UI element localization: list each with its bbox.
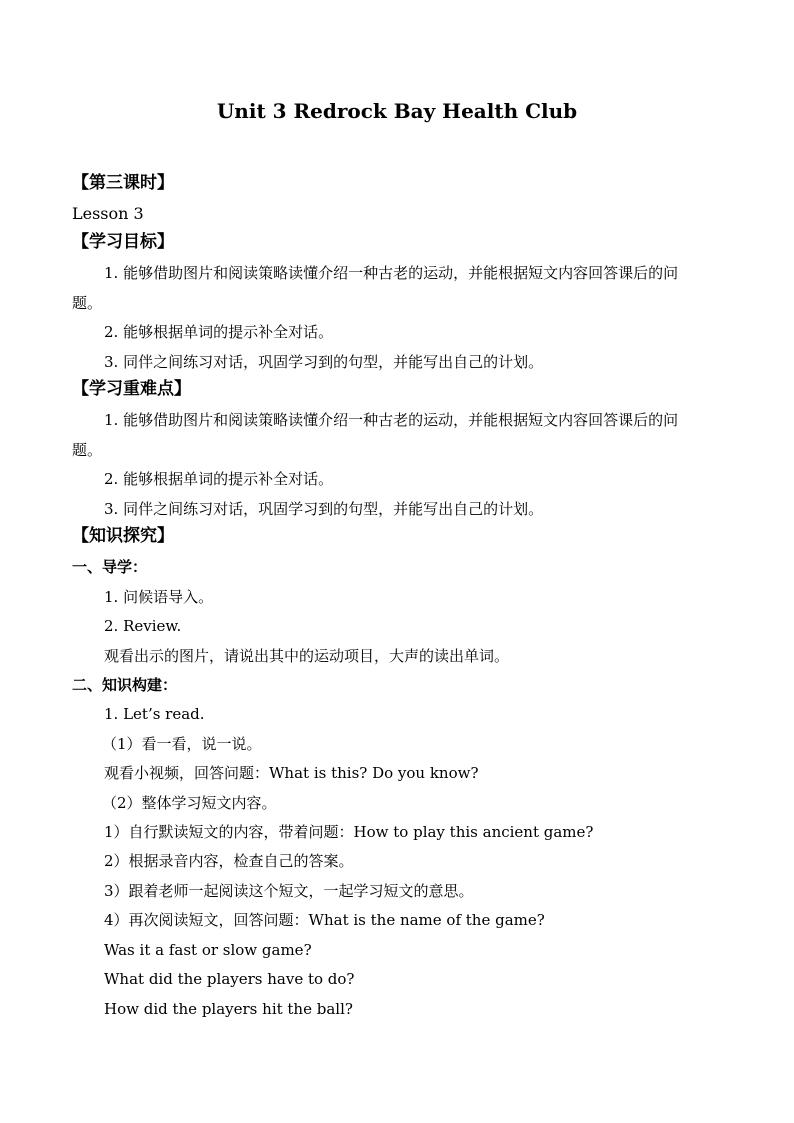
objective-item-3: 3. 同伴之间练习对话，巩固学习到的句型，并能写出自己的计划。 xyxy=(104,353,544,371)
lesson-name: Lesson 3 xyxy=(72,204,144,223)
lesson-period-heading: 【第三课时】 xyxy=(72,173,174,193)
build-question-3: How did the players hit the ball? xyxy=(104,1000,353,1018)
build-sub-1-desc: 观看小视频，回答问题：What is this? Do you know? xyxy=(104,764,479,782)
guide-step-1: 1. 问候语导入。 xyxy=(104,588,214,606)
section-guide-heading: 一、导学： xyxy=(72,558,148,576)
section-build-heading: 二、知识构建： xyxy=(72,676,178,694)
key-points-heading: 【学习重难点】 xyxy=(72,379,191,399)
exploration-heading: 【知识探究】 xyxy=(72,526,174,546)
objective-item-2: 2. 能够根据单词的提示补全对话。 xyxy=(104,323,334,341)
build-point-3: 3）跟着老师一起阅读这个短文，一起学习短文的意思。 xyxy=(104,882,474,900)
objective-item-1-cont: 题。 xyxy=(72,294,103,312)
objectives-heading: 【学习目标】 xyxy=(72,232,174,252)
objective-item-1: 1. 能够借助图片和阅读策略读懂介绍一种古老的运动，并能根据短文内容回答课后的问 xyxy=(104,264,679,282)
build-question-2: What did the players have to do? xyxy=(104,970,355,988)
key-point-item-1: 1. 能够借助图片和阅读策略读懂介绍一种古老的运动，并能根据短文内容回答课后的问 xyxy=(104,411,679,429)
build-point-2: 2）根据录音内容，检查自己的答案。 xyxy=(104,852,354,870)
document-title: Unit 3 Redrock Bay Health Club xyxy=(216,99,578,123)
build-step-1: 1. Let’s read. xyxy=(104,705,205,723)
build-sub-1: （1）看一看，说一说。 xyxy=(102,735,262,753)
key-point-item-3: 3. 同伴之间练习对话，巩固学习到的句型，并能写出自己的计划。 xyxy=(104,500,544,518)
build-sub-2: （2）整体学习短文内容。 xyxy=(102,794,277,812)
guide-step-2: 2. Review. xyxy=(104,617,182,635)
build-point-1: 1）自行默读短文的内容，带着问题：How to play this ancient game? xyxy=(104,823,594,841)
key-point-item-1-cont: 题。 xyxy=(72,441,103,459)
guide-step-2-desc: 观看出示的图片，请说出其中的运动项目，大声的读出单词。 xyxy=(104,647,510,665)
key-point-item-2: 2. 能够根据单词的提示补全对话。 xyxy=(104,470,334,488)
build-question-1: Was it a fast or slow game? xyxy=(104,941,312,959)
build-point-4: 4）再次阅读短文，回答问题：What is the name of the game? xyxy=(104,911,545,929)
